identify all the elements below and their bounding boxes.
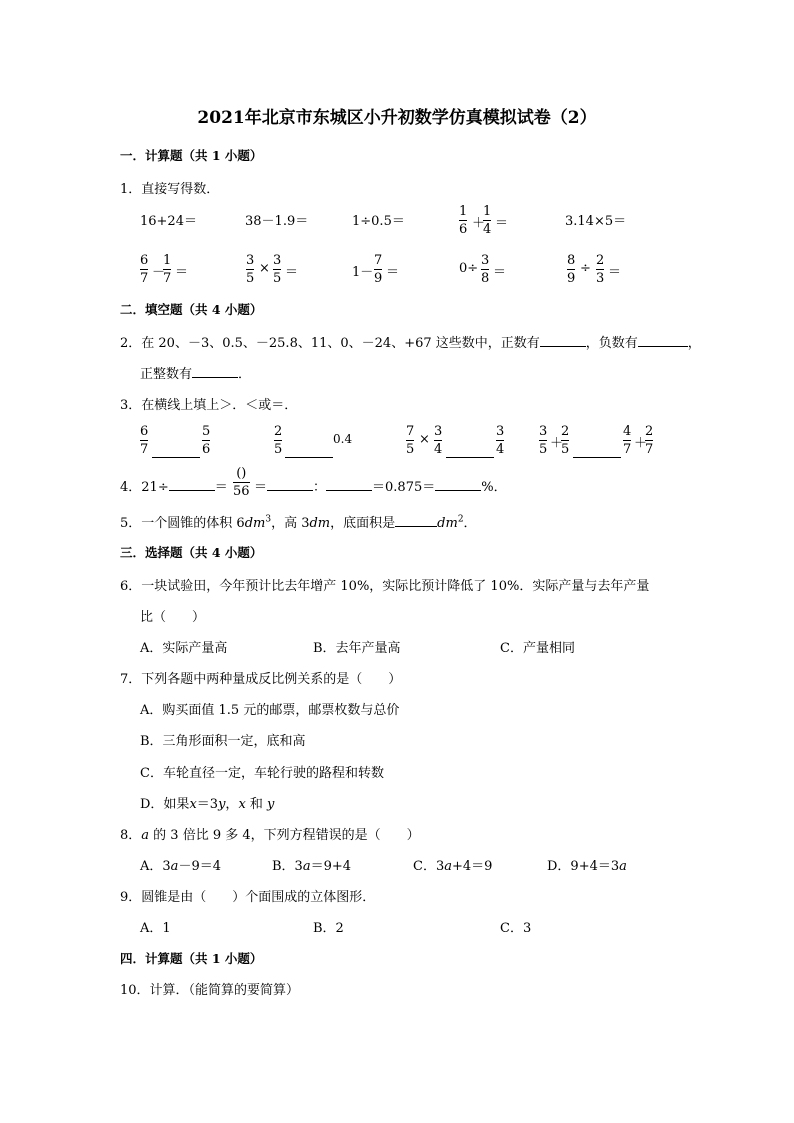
numerator: 3 [434, 424, 443, 439]
numerator: 7 [374, 253, 383, 268]
q8-option-a[interactable] [140, 855, 221, 874]
q7-option-b[interactable]: B．三角形面积一定，底和高 [140, 734, 306, 749]
q1-minus: － [152, 265, 166, 280]
q9-option-c[interactable]: C．3 [500, 921, 532, 936]
q1-expr-3: 1÷0.5＝ [352, 214, 405, 229]
answer-blank-q3-4[interactable] [573, 443, 621, 458]
q3-plus-1: ＋ [550, 436, 564, 451]
question-7-stem: 7．下列各题中两种量成反比例关系的是（ ） [120, 672, 402, 687]
q7-d-text-2: ＝3 [196, 797, 219, 812]
q4-text-b: ＝ [214, 480, 228, 495]
q3-fraction-4-7 [623, 424, 631, 457]
answer-blank-q3-3[interactable] [446, 443, 494, 458]
q5-unit-dm-3: dm [437, 516, 458, 531]
q3-fraction-6-7 [140, 424, 148, 457]
answer-blank-q3-1[interactable] [152, 443, 200, 458]
numerator: 1 [459, 204, 468, 219]
q8-b-var: a [302, 859, 311, 874]
q1-times: × [259, 261, 270, 276]
section-heading-1: 一．计算题（共 1 小题） [120, 148, 263, 163]
q5-text-c: ，底面积是 [330, 516, 396, 531]
denominator: 6 [202, 442, 211, 457]
question-8-stem [120, 824, 420, 843]
q3-value-0-4: 0.4 [333, 432, 353, 446]
question-10-stem: 10．计算．（能简算的要简算） [120, 983, 300, 998]
q1-fraction-6-7 [140, 253, 148, 286]
q5-unit-dm-2: dm [309, 516, 331, 531]
section-heading-4: 四．计算题（共 1 小题） [120, 951, 263, 966]
question-9-stem: 9．圆锥是由（ ）个面围成的立体图形． [120, 890, 376, 905]
q7-var-x-2: x [238, 797, 246, 812]
denominator: 5 [246, 271, 255, 286]
answer-blank-negative[interactable] [638, 332, 688, 347]
answer-blank-q3-2[interactable] [285, 443, 333, 458]
numerator: 1 [163, 253, 172, 268]
numerator: 2 [596, 253, 605, 268]
q5-sup-2: 2 [457, 514, 464, 525]
denominator: 4 [434, 442, 443, 457]
q8-var-a: a [141, 828, 150, 843]
question-5 [120, 512, 477, 531]
q1-expr-2: 38－1.9＝ [245, 214, 309, 229]
denominator: 5 [274, 442, 283, 457]
numerator: 1 [483, 204, 492, 219]
q7-var-y: y [218, 797, 226, 812]
q2-text-dot: ． [238, 367, 252, 382]
denominator: 5 [273, 271, 282, 286]
numerator: 3 [246, 253, 255, 268]
q1-fraction-3-8 [481, 253, 489, 286]
q1-fraction-1-7 [163, 253, 171, 286]
numerator: 7 [406, 424, 415, 439]
q2-text: 2．在 20、－3、0.5、－25.8、11、0、－24、+67 这些数中，正数有 [120, 336, 540, 351]
q8-option-d[interactable] [547, 855, 627, 874]
denominator: 9 [374, 271, 383, 286]
denominator: 8 [481, 271, 490, 286]
denominator: 56 [233, 484, 250, 499]
q7-option-d[interactable] [140, 793, 274, 812]
answer-blank-q4-1[interactable] [169, 476, 215, 491]
q1-equals-3: ＝ [285, 265, 299, 280]
q2-text-end: ， [687, 336, 701, 351]
numerator: 2 [645, 424, 654, 439]
q7-d-text-4: 和 [245, 797, 268, 812]
denominator: 3 [596, 271, 605, 286]
answer-blank-q4-4[interactable] [435, 476, 481, 491]
numerator: 6 [140, 424, 149, 439]
q1-equals-6: ＝ [608, 265, 622, 280]
q7-d-text-1: D．如果 [140, 797, 190, 812]
q5-sup-3: 3 [265, 514, 272, 525]
denominator: 7 [140, 271, 149, 286]
q1-fraction-1-6 [459, 204, 467, 237]
numerator: 3 [273, 253, 282, 268]
q5-unit-dm: dm [244, 516, 266, 531]
q1-expr-5: 3.14×5＝ [565, 214, 627, 229]
section-heading-3: 三．选择题（共 4 小题） [120, 545, 263, 560]
denominator: 5 [561, 442, 570, 457]
q1-zero-div: 0÷ [459, 261, 479, 276]
q7-d-text-3: ， [225, 797, 239, 812]
q3-fraction-2-7 [645, 424, 653, 457]
q3-fraction-3-4-a [434, 424, 442, 457]
q8-text-b: 的 3 倍比 9 多 4，下列方程错误的是（ ） [149, 828, 420, 843]
numerator: 5 [202, 424, 211, 439]
q3-fraction-3-5 [539, 424, 547, 457]
q1-divide: ÷ [580, 261, 591, 276]
q4-text-e: ＝0.875＝ [372, 480, 436, 495]
question-4 [120, 476, 228, 495]
q3-fraction-2-5 [274, 424, 282, 457]
q4-text-c: ＝ [254, 480, 268, 495]
q7-option-a[interactable]: A．购买面值 1.5 元的邮票，邮票枚数与总价 [140, 703, 400, 718]
denominator: 4 [483, 222, 492, 237]
q7-var-x: x [189, 797, 197, 812]
q8-c-var: a [444, 859, 452, 874]
q3-fraction-3-4-b [496, 424, 504, 457]
denominator: 6 [459, 222, 468, 237]
numerator: 3 [539, 424, 548, 439]
q3-fraction-2-5-b [561, 424, 569, 457]
q1-fraction-2-3 [596, 253, 604, 286]
q1-fraction-8-9 [567, 253, 575, 286]
q8-a-text-1: A．3 [140, 859, 171, 874]
q8-b-text-1: B．3 [272, 859, 303, 874]
numerator: 3 [481, 253, 490, 268]
page-title: 2021年北京市东城区小升初数学仿真模拟试卷（2） [197, 108, 597, 128]
question-4-rest [254, 476, 507, 495]
q3-plus-2: ＋ [634, 436, 648, 451]
numerator: 2 [274, 424, 283, 439]
question-3-stem: 3．在横线上填上＞．＜或＝． [120, 398, 298, 413]
q1-equals-2: ＝ [175, 265, 189, 280]
q6-option-a[interactable]: A．实际产量高 [140, 641, 228, 656]
q1-expr-1: 16+24＝ [140, 214, 197, 229]
denominator: 7 [623, 442, 632, 457]
numerator: 8 [567, 253, 576, 268]
q1-equals: ＝ [495, 216, 509, 231]
q7-option-c[interactable]: C．车轮直径一定，车轮行驶的路程和转数 [140, 766, 384, 781]
q8-c-text-2: +4＝9 [451, 859, 493, 874]
q7-var-y-2: y [267, 797, 275, 812]
question-1-stem: 1．直接写得数． [120, 182, 220, 197]
q1-fraction-7-9 [374, 253, 382, 286]
section-heading-2: 二．填空题（共 4 小题） [120, 302, 263, 317]
question-2-line-1 [120, 332, 701, 351]
q8-d-var: a [619, 859, 627, 874]
q1-equals-5: ＝ [493, 265, 507, 280]
q3-fraction-5-6 [202, 424, 210, 457]
q4-text-f: %． [481, 480, 507, 495]
question-6-line-1: 6．一块试验田，今年预计比去年增产 10%，实际比预计降低了 10%．实际产量与去年产量 [120, 579, 650, 594]
question-6-line-2: 比（ ） [140, 610, 206, 625]
numerator: 3 [496, 424, 505, 439]
numerator: 2 [561, 424, 570, 439]
q8-d-text-1: D．9+4＝3 [547, 859, 620, 874]
q1-fraction-3-5-a [246, 253, 254, 286]
q5-text-d: ． [463, 516, 477, 531]
numerator[interactable]: () [236, 466, 247, 481]
q9-option-b[interactable]: B．2 [313, 921, 344, 936]
q9-option-a[interactable]: A．1 [140, 921, 171, 936]
q4-text-a: 4．21÷ [120, 480, 169, 495]
q2-text-mid: ，负数有 [585, 336, 638, 351]
answer-blank-q5[interactable] [395, 512, 437, 527]
answer-blank-positive-integer[interactable] [192, 363, 238, 378]
q8-c-text-1: C．3 [413, 859, 445, 874]
denominator: 7 [140, 442, 149, 457]
denominator: 7 [163, 271, 172, 286]
denominator: 5 [406, 442, 415, 457]
q2-text-2: 正整数有 [140, 367, 193, 382]
denominator: 7 [645, 442, 654, 457]
denominator: 5 [539, 442, 548, 457]
answer-blank-q4-2[interactable] [267, 476, 313, 491]
q1-plus: ＋ [472, 216, 486, 231]
q1-fraction-1-4 [483, 204, 491, 237]
q8-text-a: 8． [120, 828, 142, 843]
q5-text-b: ，高 3 [271, 516, 310, 531]
q6-option-c[interactable]: C．产量相同 [500, 641, 575, 656]
q8-option-c[interactable] [413, 855, 492, 874]
q4-fraction-blank-56 [233, 466, 250, 499]
q8-option-b[interactable] [272, 855, 351, 874]
q1-one-minus: 1－ [352, 265, 374, 280]
numerator: 4 [623, 424, 632, 439]
q1-equals-4: ＝ [386, 265, 400, 280]
q8-a-var: a [170, 859, 179, 874]
answer-blank-q4-3[interactable] [326, 476, 372, 491]
denominator: 4 [496, 442, 505, 457]
q1-fraction-3-5-b [273, 253, 281, 286]
numerator: 6 [140, 253, 149, 268]
q8-b-text-2: ＝9+4 [310, 859, 352, 874]
q6-option-b[interactable]: B．去年产量高 [313, 641, 401, 656]
q3-fraction-7-5 [406, 424, 414, 457]
q5-text-a: 5．一个圆锥的体积 6 [120, 516, 245, 531]
q4-text-d: ： [313, 480, 327, 495]
question-2-line-2 [140, 363, 251, 382]
denominator: 9 [567, 271, 576, 286]
q3-times: × [419, 432, 430, 447]
q8-a-text-2: －9＝4 [178, 859, 221, 874]
answer-blank-positive[interactable] [540, 332, 586, 347]
